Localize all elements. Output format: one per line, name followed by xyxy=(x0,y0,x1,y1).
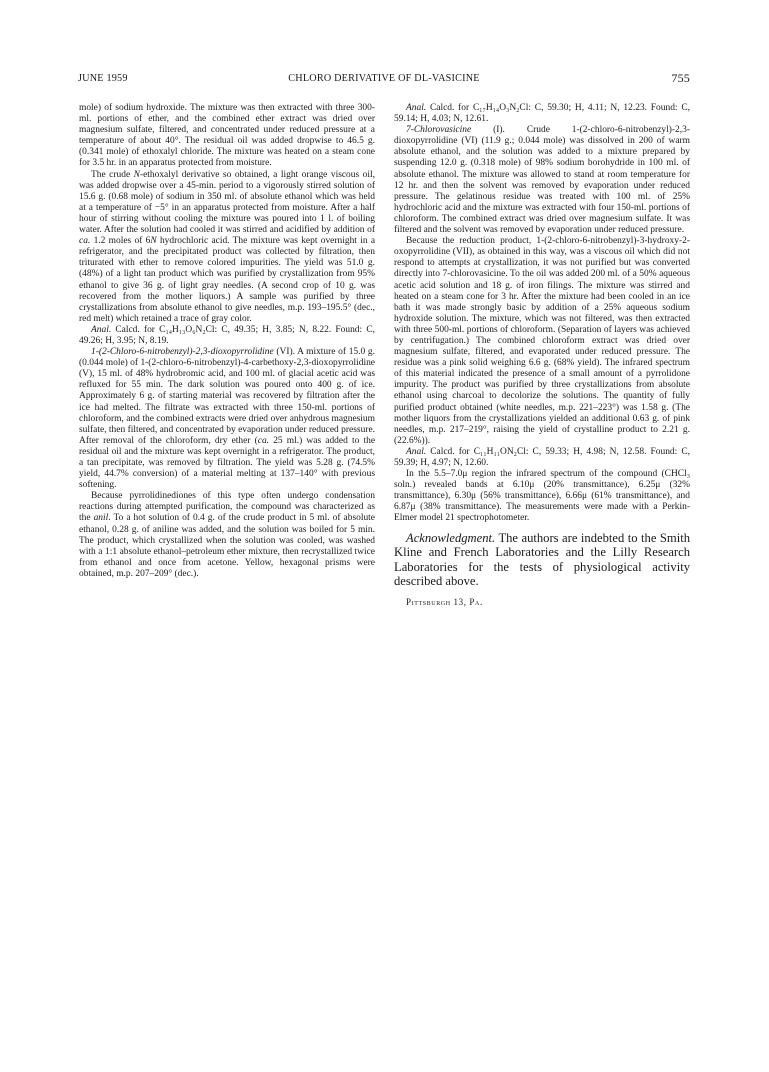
body-text: (I). Crude 1-(2-chloro-6-nitrobenzyl)-2,3-dioxopyrrolidine (VI) (11.9 g.; 0.044 mole) was dissolved in 200 of warm absolute ethanol, and the solution was added to a mixture prepared by suspending 12.0 g. (0.318 mole) of 98% sodium borohydride in 100 ml. of absolute ethanol. The mixture was allowed to stand at room temperature for 12 hr. and then the solvent was removed by evaporation under reduced pressure. The gelatinous residue was treated with 100 ml. of 25% hydrochloric acid and the mixture was extracted with four 150-ml. portions of chloroform. The combined extract was dried over magnesium sulfate. It was filtered and the solvent was removed by evaporation under reduced pressure. xyxy=(394,125,690,236)
body-text: -ethoxalyl derivative so obtained, a light orange viscous oil, was added dropwise over a 45-min. period to a vigorously stirred solution of 15.6 g. (0.68 mole) of sodium in 350 ml. of absolute ethanol which was held at a temperature of −5° in an apparatus protected from moisture. After a half hour of stirring without cooling the mixture was poured into 1 l. of boiling water. After the solution had cooled it was stirred and acidified by addition of xyxy=(79,169,375,236)
italic-text: anil xyxy=(93,513,109,524)
italic-text: Anal. xyxy=(406,103,427,113)
acknowledgment-label: Acknowledgment. xyxy=(406,530,496,545)
italic-text: ca. xyxy=(79,236,91,247)
italic-text: 7-Chlorovasicine xyxy=(406,125,472,136)
header-title: CHLORO DERIVATIVE OF DL-VASICINE xyxy=(288,73,480,84)
page-number: 755 xyxy=(671,71,690,85)
italic-text: ca. xyxy=(257,435,270,446)
italic-text: 1-(2-Chloro-6-nitrobenzyl)-2,3-dioxopyrrolidine xyxy=(91,347,274,358)
body-text: (VI). A mixture of 15.0 g. (0.044 mole) of 1-(2-chloro-6-nitrobenzyl)-4-carbethoxy-2,3-dioxopyrrolidine (V), 15 ml. of 48% hydrobromic acid, and 100 ml. of glacial acetic acid was refluxed for 55 min. The dark solution was poured onto 400 g. of ice. Approximately 6 g. of starting material was recovered by filtration after the ice had melted. The filtrate was extracted with three 150-ml. portions of chloroform, and the combined extracts were dried over anhydrous magnesium sulfate, then filtered, and concentrated by evaporation under reduced pressure. After removal of the chloroform, dry ether ( xyxy=(79,347,375,446)
paragraph xyxy=(394,236,690,447)
body-text: Calcd. for C₁₇H₁₄O₃N₂Cl: C, 59.30; H, 4.11; N, 12.23. Found: C, 59.14; H, 4.03; N, 12.61. xyxy=(394,103,690,125)
paragraph xyxy=(394,447,690,469)
body-text: Calcd. for C₁₄H₁₃O₆N₂Cl: C, 49.35; H, 3.85; N, 8.22. Found: C, 49.26; H, 3.95; N, 8.19. xyxy=(79,324,375,346)
acknowledgment-text: The authors are indebted to the Smith Kline and French Laboratories and the Lilly Research Laboratories for the tests of physiological activity described above. xyxy=(394,530,690,589)
body-text: mole) of sodium hydroxide. The mixture was then extracted with three 300-ml. portions of ether, and the combined ether extract was dried over magnesium sulfate, filtered, and concentrated under reduced pressure at a temperature of about 40°. The residual oil was added dropwise to 46.5 g. (0.341 mole) of ethoxalyl chloride. The mixture was heated on a steam cone for 3.5 hr. in an apparatus protected from moisture. xyxy=(79,103,375,169)
paragraph xyxy=(394,103,690,125)
body-text: The crude xyxy=(91,169,134,180)
body-text: 25 ml.) was added to the residual oil and the mixture was kept overnight in a refrigerator. The product, a tan precipitate, was removed by filtration. The yield was 5.28 g. (74.5% yield, 44.7% conversion) of a material melting at 137–140° with previous softening. xyxy=(79,435,376,491)
header-date: JUNE 1959 xyxy=(78,73,128,84)
body-text: In the 5.5–7.0μ region the infrared spectrum of the compound (CHCl₃ soln.) revealed bands at 6.10μ (20% transmittance), 6.25μ (32% transmittance), 6.30μ (56% transmittance), 6.66μ (61% transmittance), and 6.87μ (38% transmittance). The measurements were made with a Perkin-Elmer model 21 spectrophotometer. xyxy=(394,469,690,524)
paragraph xyxy=(394,125,690,236)
author-location: Pittsburgh 13, Pa. xyxy=(406,596,483,607)
italic-text: Anal. xyxy=(91,324,112,335)
body-text: 1.2 moles of 6 xyxy=(90,236,151,247)
paragraph xyxy=(79,170,375,325)
body-text: Calcd. for C₁₁H₁₁ON₂Cl: C, 59.33; H, 4.98; N, 12.58. Found: C, 59.39; H, 4.97; N, 12.60. xyxy=(394,446,690,468)
italic-text: N xyxy=(133,169,140,180)
left-column xyxy=(79,103,375,580)
running-header xyxy=(78,73,690,89)
paragraph xyxy=(79,491,375,580)
body-text: Because the reduction product, 1-(2-chloro-6-nitrobenzyl)-3-hydroxy-2-oxopyrrolidine (VII), as obtained in this way, was a viscous oil which did not respond to attempts at crystallization, it was not purified but was converted directly into 7-chlorovasicine. To the oil was added 200 ml. of a 50% aqueous acetic acid solution and 18 g. of iron filings. The mixture was stirred and heated on a steam cone for 3 hr. After the mixture had been cooled in an ice bath it was made strongly basic by addition of a 25% aqueous sodium hydroxide solution. The mixture, which was not filtered, was then extracted with three 500-ml. portions of chloroform. (Separation of layers was achieved by centrifugation.) The combined chloroform extract was dried over magnesium sulfate, filtered, and evaporated under reduced pressure. The residue was a pink solid weighing 6.6 g. (68% yield). The infrared spectrum of this material indicated the presence of a small amount of a pyrrolidone impurity. The product was purified by three crystallizations from absolute ethanol using charcoal to decolorize the solutions. The quantity of fully purified product obtained (white needles, m.p. 221–223°) was 1.58 g. (The mother liquors from the crystallizations yielded an additional 0.63 g. of pink needles, m.p. 217–219°, raising the yield of crystalline product to 2.21 g. (22.6%)). xyxy=(394,236,690,446)
paragraph xyxy=(79,325,375,347)
body-text: Because pyrrolidinediones of this type often undergo condensation reactions during attempted purification, the compound was characterized as the xyxy=(79,491,375,524)
italic-text: Anal. xyxy=(406,446,427,457)
paragraph xyxy=(79,347,375,491)
right-column xyxy=(394,103,690,608)
body-text: . To a hot solution of 0.4 g. of the crude product in 5 ml. of absolute ethanol, 0.28 g. of aniline was added, and the solution was boiled for 5 min. The product, which crystallized when the solution was cooled, was washed with a 1:1 absolute ethanol–petroleum ether mixture, then recrystallized twice from ethanol and once from acetone. Yellow, hexagonal prisms were obtained, m.p. 207–209° (dec.). xyxy=(79,513,375,579)
acknowledgment xyxy=(394,531,690,589)
paragraph xyxy=(394,469,690,524)
body-text: hydrochloric acid. The mixture was kept overnight in a refrigerator, and the precipitated product was collected by filtration, then triturated with ether to remove colored impurities. The yield was 51.0 g. (48%) of a light tan product which was purified by crystallization from 95% ethanol to give 36 g. of light gray needles. (A second crop of 10 g. was recovered from the mother liquors.) A sample was purified by three crystallizations from absolute ethanol to give needles, m.p. 193–195.5° (dec., red melt) which retained a trace of gray color. xyxy=(79,236,376,324)
paragraph xyxy=(79,103,375,170)
italic-text: N xyxy=(150,236,157,247)
